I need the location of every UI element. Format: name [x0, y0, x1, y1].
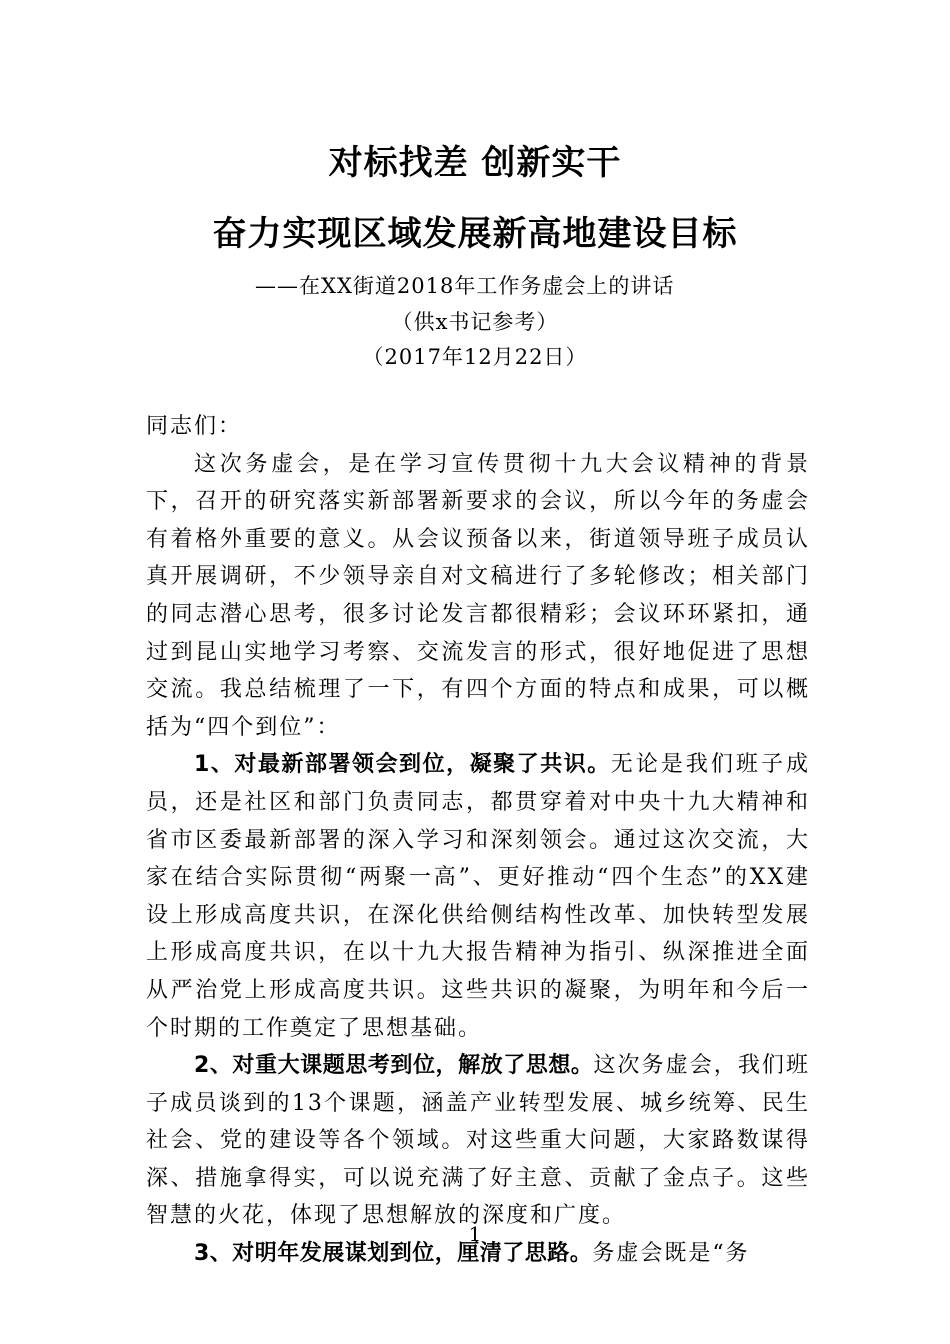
- paragraph-text: 务虚会既是“务: [592, 1241, 750, 1267]
- paragraph-text: 无论是我们班子成员，还是社区和部门负责同志，都贯穿着对中央十九大精神和省市区委最新部署的深入学习和深刻领会。通过这次交流，大家在结合实际贯彻“两聚一高”、更好推动“四个生态”的XX建设上形成高度共识，在深化供给侧结构性改革、加快转型发展上形成高度共识，在以十九大报告精神为指引、纵深推进全面从严治党上形成高度共识。这些共识的凝聚，为明年和今后一个时期的工作奠定了思想基础。: [146, 752, 810, 1041]
- speech-date: （2017年12月22日）: [362, 345, 588, 369]
- paragraph-point-2: [146, 1047, 810, 1235]
- paragraph-point-1: [146, 746, 810, 1047]
- title-line-1: 对标找差 创新实干: [328, 143, 622, 183]
- paragraph-lead: 1、对最新部署领会到位，凝聚了共识。: [194, 752, 611, 778]
- paragraph-intro: [146, 446, 810, 747]
- reference-note: （供x书记参考）: [391, 310, 559, 334]
- document-body: [146, 408, 810, 1273]
- title-line-2: 奋力实现区域发展新高地建设目标: [212, 214, 738, 254]
- subtitle: ——在XX街道2018年工作务虚会上的讲话: [255, 274, 675, 298]
- paragraph-text: 这次务虚会，是在学习宣传贯彻十九大会议精神的背景下，召开的研究落实新部署新要求的会议，所以今年的务虚会有着格外重要的意义。从会议预备以来，街道领导班子成员认真开展调研，不少领导亲自对文稿进行了多轮修改；相关部门的同志潜心思考，很多讨论发言都很精彩；会议环环紧扣，通过到昆山实地学习考察、交流发言的形式，很好地促进了思想交流。我总结梳理了一下，有四个方面的特点和成果，可以概括为“四个到位”：: [146, 451, 810, 740]
- salutation: 同志们：: [146, 414, 243, 439]
- page-number: 1: [468, 1222, 482, 1246]
- paragraph-lead: 3、对明年发展谋划到位，厘清了思路。: [194, 1241, 593, 1267]
- paragraph-text: 这次务虚会，我们班子成员谈到的13个课题，涵盖产业转型发展、城乡统筹、民生社会、党的建设等各个领域。对这些重大问题，大家路数谋得深、措施拿得实，可以说充满了好主意、贡献了金点子。这些智慧的火花，体现了思想解放的深度和广度。: [146, 1053, 810, 1229]
- paragraph-lead: 2、对重大课题思考到位，解放了思想。: [194, 1053, 594, 1079]
